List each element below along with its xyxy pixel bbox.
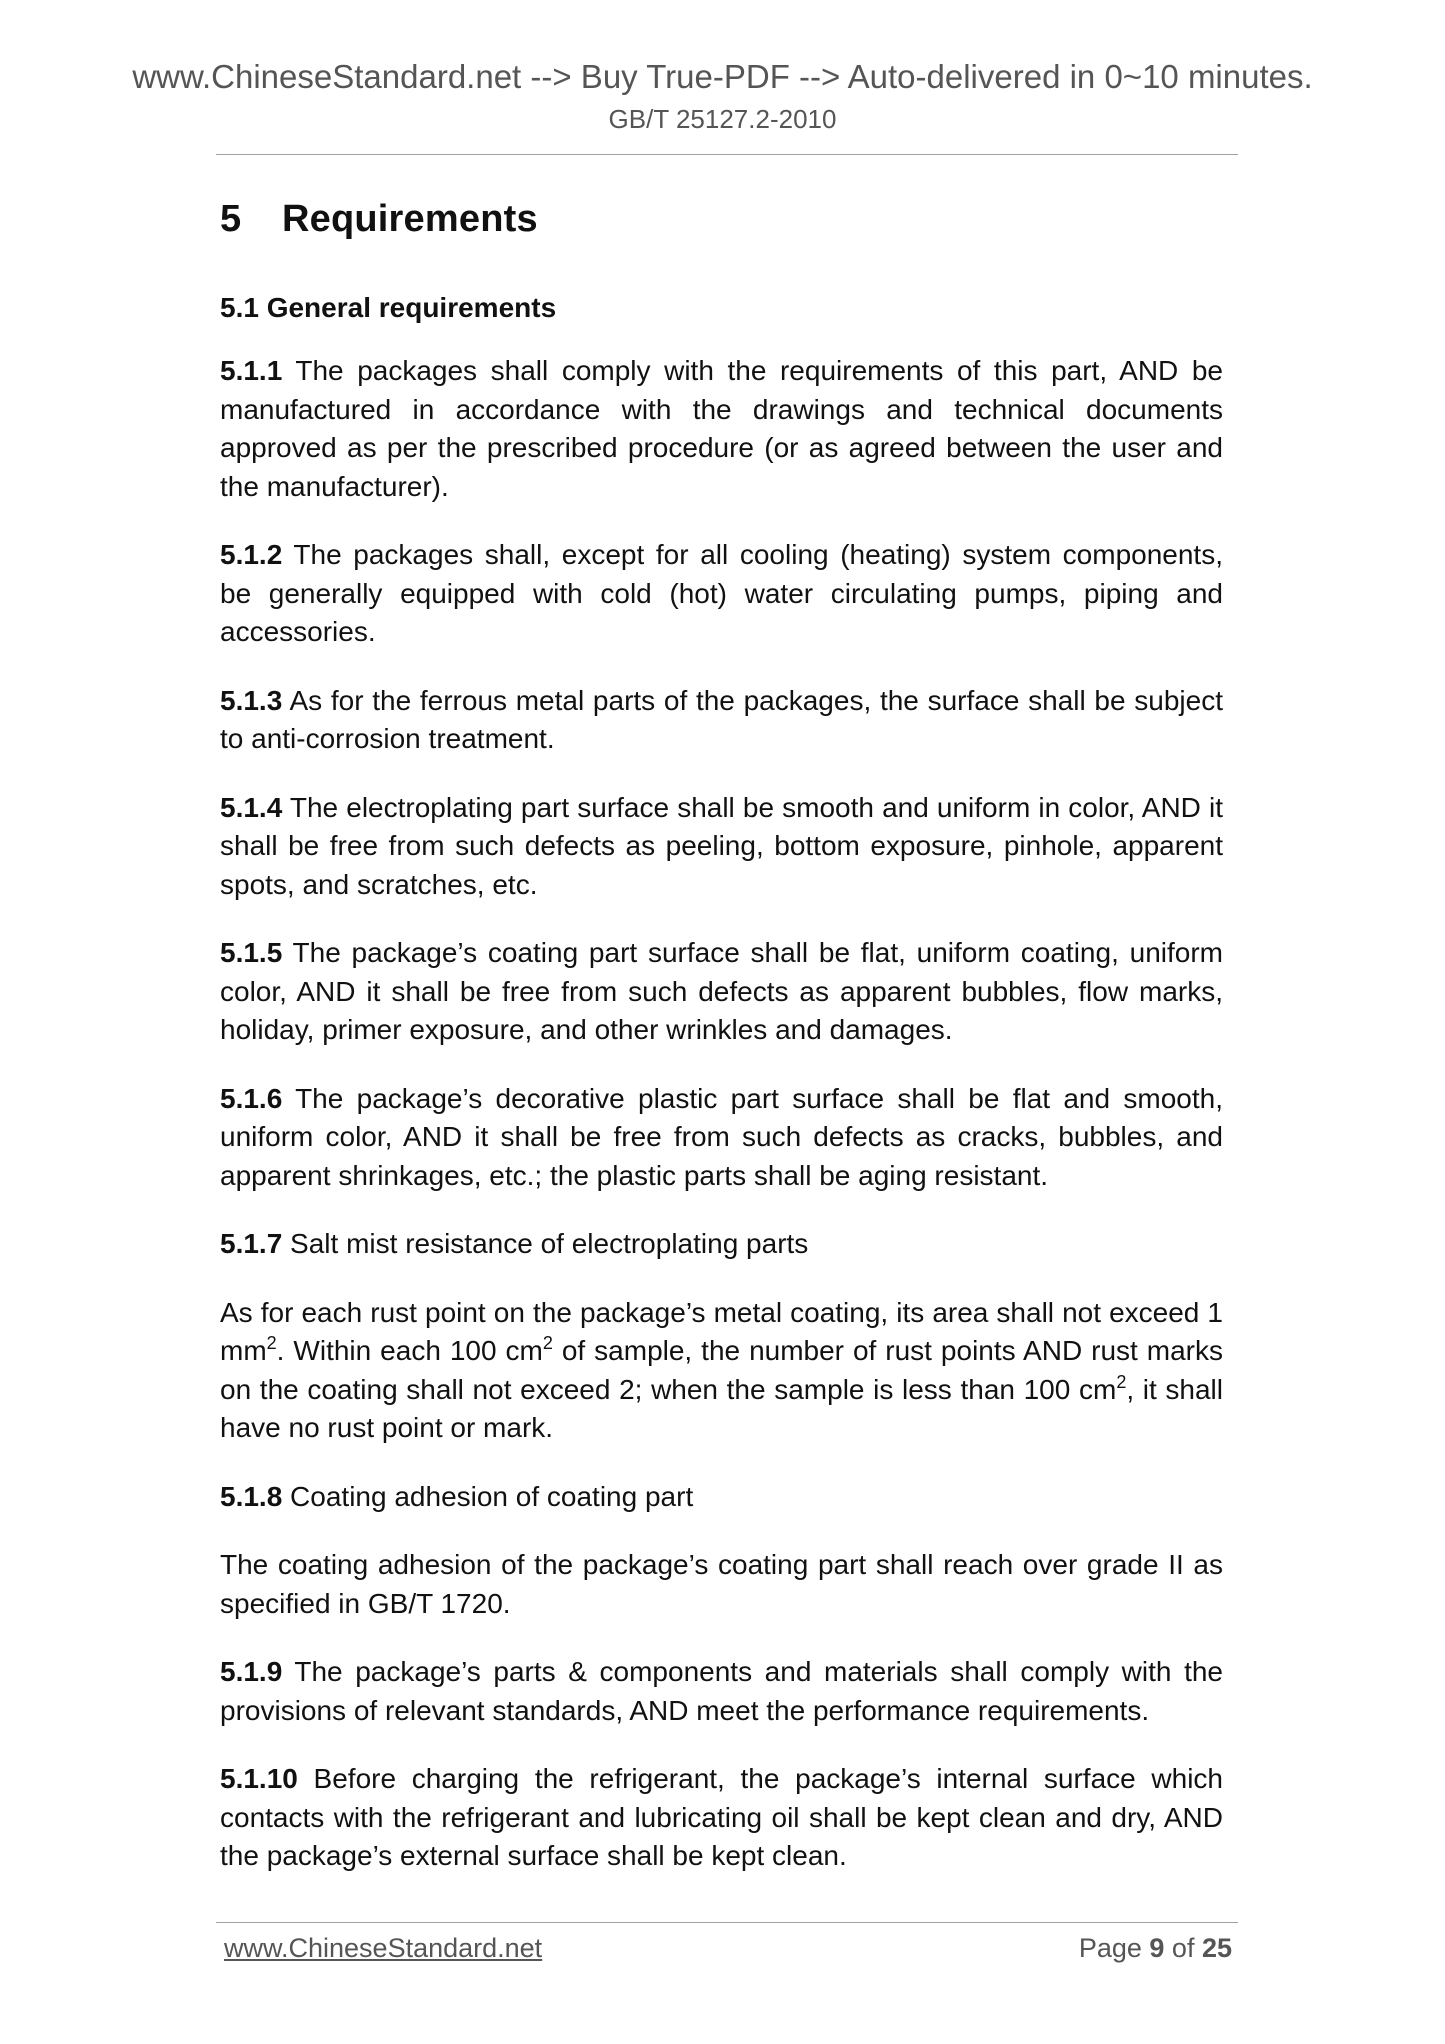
clause-number: 5.1.9 (220, 1656, 283, 1687)
body-text: . Within each 100 cm (276, 1335, 543, 1366)
clause-5-1-3 (220, 682, 1223, 759)
section-title: Requirements (282, 198, 538, 240)
clause-5-1-5 (220, 934, 1223, 1050)
body-text: of sample, the number of rust points AND rust marks on the coating shall not exceed 2; when the sample is less than 100 cm (220, 1335, 1224, 1405)
clause-number: 5.1.3 (220, 684, 283, 716)
body-text: As for each rust point on the package’s metal coating, its area shall not exceed 1 mm (220, 1296, 1223, 1366)
clause-number: 5.1.10 (220, 1763, 298, 1794)
clause-5-1-4 (220, 789, 1223, 905)
footer-divider (216, 1922, 1238, 1923)
section-heading (220, 190, 1223, 248)
clause-number: 5.1.1 (220, 355, 283, 386)
clause-text: The package’s coating part surface shall be flat, uniform coating, uniform color, AND it shall be free from such defects as apparent bubbles, flow marks, holiday, primer exposure, and other wrinkles and damages. (220, 937, 1223, 1045)
clause-number: 5.1.6 (220, 1082, 283, 1114)
page-body (220, 190, 1223, 1906)
clause-5-1-2 (220, 536, 1223, 652)
clause-number: 5.1.7 (220, 1228, 283, 1259)
clause-text: The packages shall comply with the requirements of this part, AND be manufactured in accordance with the drawings and technical documents approved as per the prescribed procedure (or as agreed between the user and the manufacturer). (220, 355, 1223, 502)
section-number: 5 (220, 198, 242, 240)
clause-text: The packages shall, except for all cooling (heating) system components, be generally equipped with cold (hot) water circulating pumps, piping and accessories. (220, 539, 1223, 647)
clause-text: Coating adhesion of coating part (282, 1480, 694, 1512)
header-divider (216, 154, 1238, 155)
superscript: 2 (542, 1333, 553, 1353)
superscript: 2 (266, 1333, 277, 1353)
superscript: 2 (1116, 1371, 1127, 1392)
body-text: , it shall have no rust point or mark. (220, 1373, 1223, 1443)
clause-text: The package’s parts & components and materials shall comply with the provisions of relevant standards, AND meet the performance requirements. (220, 1656, 1223, 1726)
clause-5-1-8 (220, 1478, 1223, 1517)
clause-number: 5.1.2 (220, 539, 283, 570)
page-of-label: of (1164, 1933, 1202, 1963)
header-banner: www.ChineseStandard.net --> Buy True-PDF --> Auto-delivered in 0~10 minutes. (132, 58, 1313, 95)
clause-text: The electroplating part surface shall be smooth and uniform in color, AND it shall be free from such defects as peeling, bottom exposure, pinhole, apparent spots, and scratches, etc. (220, 791, 1223, 900)
current-page: 9 (1149, 1933, 1165, 1963)
document-id: GB/T 25127.2-2010 (608, 104, 837, 134)
clause-number: 5.1.8 (220, 1480, 283, 1512)
clause-5-1-6 (220, 1080, 1223, 1196)
clause-text: Before charging the refrigerant, the package’s internal surface which contacts with the refrigerant and lubricating oil shall be kept clean and dry, AND the package’s external surface shall be kept clean. (220, 1763, 1223, 1871)
clause-5-1-8-body: The coating adhesion of the package’s coating part shall reach over grade II as specified in GB/T 1720. (220, 1549, 1223, 1619)
footer-website-link[interactable]: www.ChineseStandard.net (224, 1933, 543, 1963)
clause-5-1-1 (220, 352, 1223, 506)
clause-5-1-7 (220, 1225, 1223, 1264)
clause-5-1-9 (220, 1653, 1223, 1730)
clause-text: Salt mist resistance of electroplating parts (282, 1228, 809, 1259)
subsection-heading: 5.1 General requirements (220, 292, 557, 323)
clause-text: The package’s decorative plastic part surface shall be flat and smooth, uniform color, AND it shall be free from such defects as cracks, bubbles, and apparent shrinkages, etc.; the plastic parts shall be aging resistant. (220, 1082, 1223, 1191)
clause-5-1-7-body (220, 1294, 1223, 1448)
clause-text: As for the ferrous metal parts of the packages, the surface shall be subject to anti-corrosion treatment. (220, 684, 1223, 754)
clause-number: 5.1.4 (220, 791, 283, 823)
page-number (1020, 1933, 1232, 1964)
clause-5-1-10 (220, 1760, 1223, 1876)
page-label: Page (1078, 1933, 1150, 1963)
clause-number: 5.1.5 (220, 937, 283, 968)
total-pages: 25 (1201, 1933, 1232, 1963)
